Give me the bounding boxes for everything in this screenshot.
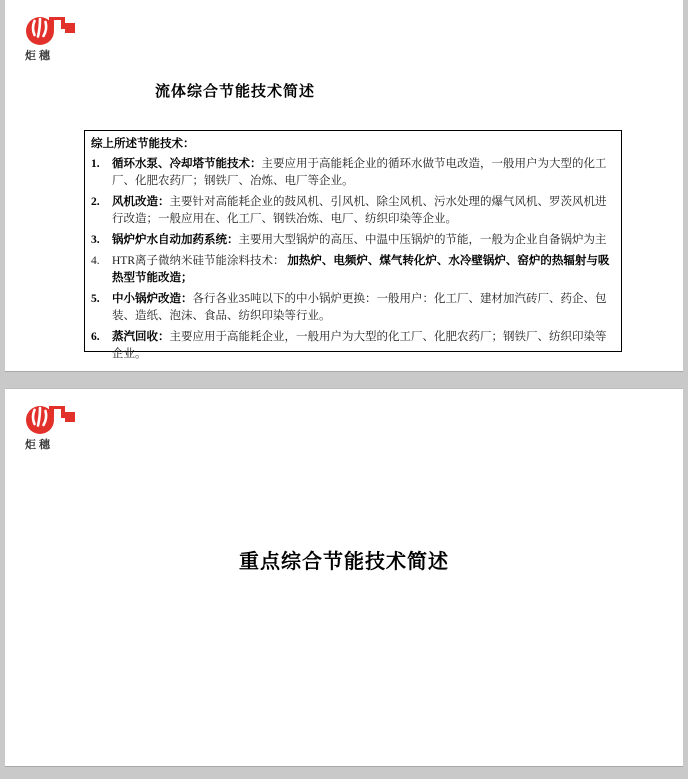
list-item-text: 风机改造：主要针对高能耗企业的鼓风机、引风机、除尘风机、污水处理的爆气风机、罗茨风机进行改造；一般应用在、化工厂、钢铁冶炼、电厂、纺织印染等企业。 — [112, 196, 607, 225]
list-item-text: HTR离子微纳米硅节能涂料技术： 加热炉、电频炉、煤气转化炉、水冷壁锅炉、窑炉的热辐射与吸热型节能改造； — [112, 255, 610, 284]
list-item — [91, 232, 613, 249]
flame-logo-icon — [25, 401, 75, 435]
flame-logo-icon — [25, 12, 75, 46]
list-item-number: 3. — [91, 234, 100, 246]
content-box — [84, 130, 622, 360]
list-item-text: 蒸汽回收：主要应用于高能耗企业，一般用户为大型的化工厂、化肥农药厂；钢铁厂、纺织印染等企业。 — [112, 331, 607, 360]
list-item-text: 中小锅炉改造：各行各业35吨以下的中小锅炉更换：一般用户：化工厂、建材加汽砖厂、药企、包装、造纸、泡沫、食品、纺织印染等行业。 — [112, 293, 607, 322]
tech-list — [91, 156, 613, 363]
list-item — [91, 194, 613, 228]
list-item-text: 循环水泵、冷却塔节能技术：主要应用于高能耗企业的循环水做节电改造，一般用户为大型的化工厂、化肥农药厂；钢铁厂、冶炼、电厂等企业。 — [112, 158, 607, 187]
list-item — [91, 291, 613, 325]
slide1-title: 流体综合节能技术简述 — [155, 84, 316, 100]
list-item-number: 2. — [91, 196, 100, 208]
list-item-text: 锅炉炉水自动加药系统：主要用大型锅炉的高压、中温中压锅炉的节能，一般为企业自备锅炉为主 — [112, 234, 607, 246]
list-item — [91, 253, 613, 287]
slide-2 — [5, 389, 683, 766]
logo-text: 炬穗 — [25, 439, 53, 451]
slide2-title: 重点综合节能技术简述 — [239, 551, 449, 573]
list-item — [91, 156, 613, 190]
box-header: 综上所述节能技术： — [91, 138, 195, 150]
logo-text: 炬穗 — [25, 50, 53, 62]
company-logo — [25, 12, 95, 63]
list-item-number: 6. — [91, 331, 100, 343]
list-item-number: 1. — [91, 158, 100, 170]
list-item-number: 5. — [91, 293, 100, 305]
list-item-number: 4. — [91, 255, 100, 267]
company-logo — [25, 401, 95, 452]
list-item — [91, 329, 613, 363]
slide-1 — [5, 0, 683, 371]
